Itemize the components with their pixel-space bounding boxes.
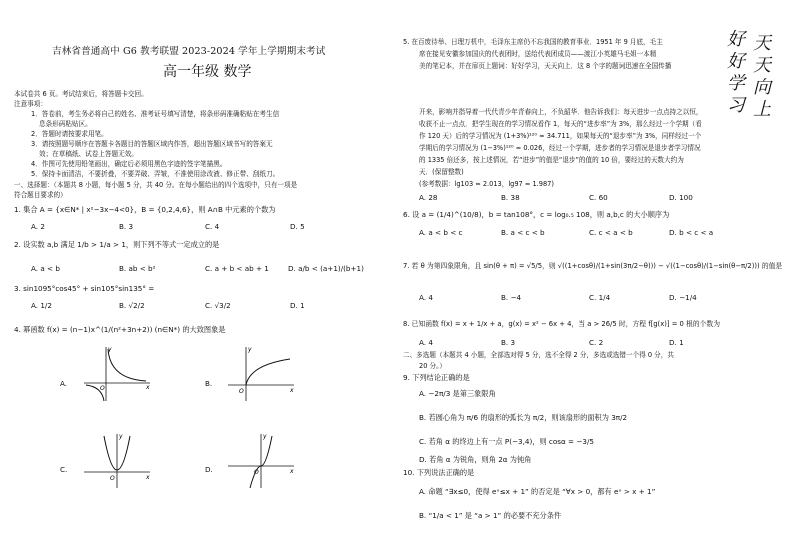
- q5-line: 5. 在百废待举、日理万机中，毛泽东主席仍不忘我国的教育事业．1951 年 9 月底，毛主: [403, 38, 663, 46]
- y-label: y: [248, 346, 252, 353]
- origin-label: O: [239, 388, 244, 395]
- instructions-notice: 注意事项：: [14, 100, 47, 108]
- q3-option-c: C. √3/2: [205, 301, 231, 310]
- q3-option-a: A. 1/2: [31, 301, 52, 310]
- q9-option-a: A. −2π/3 是第三象限角: [419, 389, 496, 398]
- calligraphy-image: [713, 29, 783, 117]
- q5-option-d: D. 100: [669, 193, 693, 202]
- origin-label: O: [100, 385, 105, 392]
- x-label: x: [146, 384, 150, 391]
- parabola-graph-c: [82, 432, 152, 490]
- q10-option-a: A. 命题 “∃x≤0，使得 eˣ≤x + 1” 的否定是 “∀x > 0，都有 eˣ > x + 1”: [419, 487, 656, 496]
- q9-option-c: C. 若角 α 的终边上有一点 P(−3,4)，则 cosα = −3/5: [419, 437, 594, 446]
- q7-option-a: A. 4: [419, 293, 433, 302]
- q7-stem: 7. 若 θ 为第四象限角，且 sin(θ + π) = √5/5，则 √((1+cosθ)/(1+sin(3π/2−θ))) − √((1−cosθ)/(1−sin(θ−π/2))) 的值是: [403, 262, 783, 270]
- q4-stem: 4. 幂函数 f(x) = (n−1)x^(1/(n²+3n+2)) (n∈N*) 的大致图象是: [14, 325, 226, 334]
- q5-line: 开来，影响并指导着一代代青少年青春向上，不负韶华．他告诉我们：每天进步一点点持之以恒，: [419, 108, 703, 116]
- q1-stem: 1. 集合 A = {x∈N* | x²−3x−4<0}，B = {0,2,4,6}，则 A∩B 中元素的个数为: [14, 205, 276, 214]
- y-label: y: [108, 346, 112, 353]
- exam-title: 吉林省普通高中 G6 教考联盟 2023-2024 学年上学期期末考试: [52, 46, 326, 57]
- calligraphy-char: 学: [727, 73, 745, 94]
- q2-stem: 2. 设实数 a,b 满足 1/b > 1/a > 1，则下列不等式一定成立的是: [14, 240, 220, 249]
- calligraphy-char: 习: [727, 95, 745, 116]
- q5-line: 的 1335 倍还多，按上述情况，若“进步”的值是“退步”的值的 10 倍，要经过的天数大约为: [419, 156, 684, 164]
- q6-option-c: C. c < a < b: [589, 228, 633, 237]
- q1-option-d: D. 5: [290, 222, 305, 231]
- x-label: x: [290, 468, 294, 475]
- root-graph-b: [226, 345, 296, 403]
- curve-branch: [108, 349, 146, 381]
- q10-option-b: B. “1/a < 1” 是 “a > 1” 的必要不充分条件: [419, 511, 562, 520]
- calligraphy-char: 天: [753, 33, 771, 54]
- calligraphy-inscription: [713, 29, 783, 117]
- q5-line: 学期后的学习情况为 (1−3%)¹²⁰ ≈ 0.026，经过一个学期，进步者的学习情况是退步者学习情况: [419, 144, 701, 152]
- q6-option-d: D. b < c < a: [669, 228, 714, 237]
- q8-stem: 8. 已知函数 f(x) = x + 1/x + a，g(x) = x² − 6x + 4，当 a > 26/5 时，方程 f[g(x)] = 0 根的个数为: [403, 320, 721, 328]
- q3-option-b: B. √2/2: [119, 301, 145, 310]
- q4-option-a: A.: [60, 379, 68, 388]
- q9-option-d: D. 若角 α 为锐角，则角 2α 为钝角: [419, 455, 532, 464]
- q5-line: 收获不止一点点．把学生现在的学习情况看作 1，每天的“进步率”为 3%，那么经过一个学期（看: [419, 120, 702, 128]
- q7-option-b: B. −4: [501, 293, 522, 302]
- q6-stem: 6. 设 a = (1/4)^(10/8)，b = tan108°，c = log₀.₅ 108，则 a,b,c 的大小顺序为: [403, 210, 670, 219]
- q6-option-a: A. a < b < c: [419, 228, 463, 237]
- q4-graph-d: [226, 432, 296, 490]
- origin-label: O: [110, 475, 115, 482]
- q4-option-c: C.: [60, 465, 68, 474]
- section1-heading-cont: 符合题目要求的）: [14, 191, 67, 199]
- q4-graph-b: [226, 345, 296, 403]
- calligraphy-char: 好: [727, 29, 745, 50]
- x-label: x: [290, 387, 294, 394]
- section2-heading-cont: 20 分。）: [419, 362, 446, 370]
- q1-option-c: C. 4: [205, 222, 220, 231]
- q1-option-a: A. 2: [31, 222, 45, 231]
- q5-line: 席在接见安徽参加国庆的代表团时，送给代表团成员——渡江小英雄马毛姐一本精: [419, 50, 657, 58]
- q2-option-d: D. a/b < (a+1)/(b+1): [288, 264, 364, 273]
- q5-reference: (参考数据：lg103 ≈ 2.013，lg97 ≈ 1.987): [419, 180, 554, 188]
- section1-heading: 一、选择题：（本题共 8 小题，每小题 5 分，共 40 分。在每小题给出的四个选项中，只有一项是: [14, 181, 298, 189]
- q8-option-c: C. 2: [589, 338, 604, 347]
- q1-option-b: B. 3: [119, 222, 134, 231]
- q2-option-c: C. a + b < ab + 1: [205, 264, 269, 273]
- q9-stem: 9. 下列结论正确的是: [403, 373, 470, 382]
- y-label: y: [263, 433, 267, 440]
- calligraphy-char: 天: [753, 55, 771, 76]
- q5-option-c: C. 60: [589, 193, 608, 202]
- hyperbola-graph-a: [82, 345, 152, 403]
- calligraphy-char: 好: [727, 51, 745, 72]
- origin-label: O: [254, 469, 259, 476]
- instruction-line: 5．保持卡面清洁，不要折叠，不要弄破、弄皱，不准使用涂改液、修正带、刮纸刀。: [31, 170, 280, 178]
- q9-option-b: B. 若圆心角为 π/6 的扇形的弧长为 π/2，则该扇形的面积为 3π/2: [419, 413, 628, 422]
- instruction-line: 效；在草稿纸、试卷上答题无效。: [39, 150, 138, 158]
- calligraphy-char: 上: [753, 99, 771, 117]
- instruction-line: 4．作图可先使用铅笔画出，确定后必须用黑色字迹的签字笔描黑。: [31, 160, 227, 168]
- q4-option-d: D.: [205, 465, 213, 474]
- q4-graph-a: [82, 345, 152, 403]
- instruction-line: 1．答卷前，考生务必将自己的姓名、准考证号填写清楚，将条形码准确粘贴在考生信: [31, 110, 280, 118]
- q2-option-b: B. ab < b²: [119, 264, 156, 273]
- curve: [246, 359, 290, 385]
- instruction-line: 2．答题时请按要求用笔。: [31, 130, 108, 138]
- y-label: y: [119, 433, 123, 440]
- q5-line: 天．(保留整数): [419, 168, 464, 176]
- instruction-line: 3．请按照题号顺序在答题卡各题目的答题区域内作答，超出答题区域书写的答案无: [31, 140, 273, 148]
- q5-line: 美的笔记本，并在扉页上题词：好好学习，天天向上．这 8 个字的题词迅速在全国传播: [419, 62, 672, 70]
- x-label: x: [146, 474, 150, 481]
- instructions-lead: 本试卷共 6 页。考试结束后，将答题卡交回。: [14, 90, 148, 98]
- q5-option-a: A. 28: [419, 193, 438, 202]
- grade-subject-title: 高一年级 数学: [163, 64, 252, 80]
- q4-graph-c: [82, 432, 152, 490]
- q6-option-b: B. a < c < b: [501, 228, 545, 237]
- q2-option-a: A. a < b: [31, 264, 60, 273]
- q7-option-d: D. −1/4: [669, 293, 697, 302]
- q8-option-d: D. 1: [669, 338, 684, 347]
- q3-option-d: D. 1: [290, 301, 305, 310]
- q7-option-c: C. 1/4: [589, 293, 611, 302]
- q3-stem: 3. sin1095°cos45° + sin105°sin135° =: [14, 284, 155, 293]
- q5-option-b: B. 38: [501, 193, 520, 202]
- calligraphy-char: 向: [753, 77, 771, 98]
- q5-line: 作 120 天）后的学习情况为 (1+3%)¹²⁰ ≈ 34.711，如果每天的“退步率”为 3%，同样经过一个: [419, 132, 702, 140]
- q10-stem: 10. 下列说法正确的是: [403, 468, 475, 477]
- q8-option-b: B. 3: [501, 338, 516, 347]
- q8-option-a: A. 4: [419, 338, 433, 347]
- cubic-graph-d: [226, 432, 296, 490]
- section2-heading: 二、多选题（本题共 4 小题，全部选对得 5 分，选不全得 2 分，多选或选错一个得 0 分，共: [403, 351, 674, 359]
- q4-option-b: B.: [205, 379, 213, 388]
- instruction-line: 息条形码粘贴区。: [39, 120, 92, 128]
